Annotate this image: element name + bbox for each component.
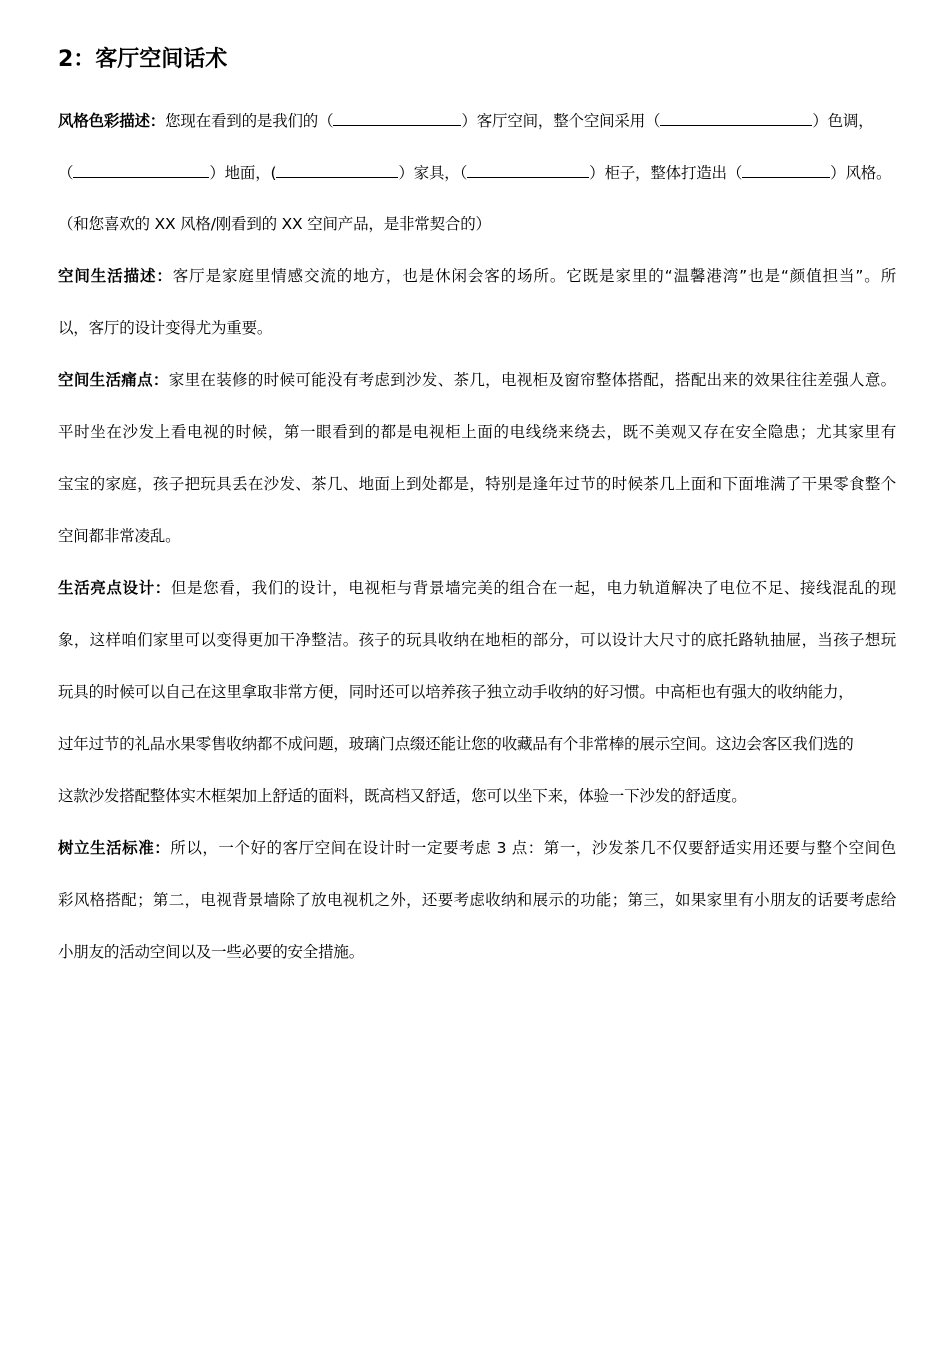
highlight-label: 生活亮点设计：: [58, 579, 171, 597]
highlight-text-1: 但是您看，我们的设计，电视柜与背景墙完美的组合在一起，电力轨道解决了电位不足、接线混乱的现: [170, 579, 896, 597]
style-text-6: ）家具，（: [398, 164, 468, 182]
highlight-line-3: 玩具的时候可以自己在这里拿取非常方便，同时还可以培养孩子独立动手收纳的好习惯。中高柜也有强大的收纳能力，: [58, 683, 854, 701]
standard-line-2: 彩风格搭配；第二，电视背景墙除了放电视机之外，还要考虑收纳和展示的功能；第三，如果家里有小朋友的话要考虑给: [58, 891, 896, 909]
pain-line-1: [58, 368, 896, 392]
style-note: （和您喜欢的 XX 风格/刚看到的 XX 空间产品，是非常契合的）: [58, 215, 491, 233]
pain-line-2: 平时坐在沙发上看电视的时候，第一眼看到的都是电视柜上面的电线绕来绕去，既不美观又存在安全隐患；尤其家里有: [58, 423, 896, 441]
style-label: 风格色彩描述：: [58, 112, 166, 130]
standard-label: 树立生活标准：: [58, 839, 171, 857]
style-text-1: 您现在看到的是我们的（: [165, 112, 334, 130]
page-title: 2：客厅空间话术: [58, 47, 228, 72]
standard-text-1: 所以，一个好的客厅空间在设计时一定要考虑 3 点：第一，沙发茶几不仅要舒适实用还要与整个空间色: [170, 839, 896, 857]
style-text-4: （: [58, 164, 74, 182]
highlight-line-5: 这款沙发搭配整体实木框架加上舒适的面料，既高档又舒适，您可以坐下来，体验一下沙发的舒适度。: [58, 787, 747, 805]
pain-line-4: 空间都非常凌乱。: [58, 527, 181, 545]
style-text-7: ）柜子，整体打造出（: [589, 164, 743, 182]
blank-color-tone[interactable]: [660, 108, 812, 126]
blank-furniture[interactable]: [276, 160, 398, 178]
pain-line-3: 宝宝的家庭，孩子把玩具丢在沙发、茶几、地面上到处都是，特别是逢年过节的时候茶几上面和下面堆满了干果零食整个: [58, 475, 896, 493]
style-text-5: ）地面，(: [209, 164, 277, 182]
blank-style[interactable]: [742, 160, 830, 178]
life-line-2: 以，客厅的设计变得尤为重要。: [58, 319, 273, 337]
life-text-1: 客厅是家庭里情感交流的地方，也是休闲会客的场所。它既是家里的“温馨港湾”也是“颜值担当”。所: [172, 267, 896, 285]
life-line-1: [58, 264, 896, 288]
highlight-line-1: [58, 576, 896, 600]
blank-cabinet[interactable]: [467, 160, 589, 178]
style-line-1: [58, 108, 896, 133]
pain-label: 空间生活痛点：: [58, 371, 169, 389]
highlight-line-4: 过年过节的礼品水果零售收纳都不成问题，玻璃门点缀还能让您的收藏品有个非常棒的展示空间。这边会客区我们选的: [58, 735, 854, 753]
blank-space-name[interactable]: [333, 108, 461, 126]
pain-text-1: 家里在装修的时候可能没有考虑到沙发、茶几，电视柜及窗帘整体搭配，搭配出来的效果往往差强人意。: [168, 371, 896, 389]
style-text-8: ）风格。: [830, 164, 892, 182]
life-label: 空间生活描述：: [58, 267, 173, 285]
style-text-3: ）色调，: [812, 112, 874, 130]
standard-line-1: [58, 836, 896, 860]
style-text-2: ）客厅空间，整个空间采用（: [461, 112, 661, 130]
blank-floor[interactable]: [73, 160, 209, 178]
highlight-line-2: 象，这样咱们家里可以变得更加干净整洁。孩子的玩具收纳在地柜的部分，可以设计大尺寸的底托路轨抽屉，当孩子想玩: [58, 631, 896, 649]
standard-line-3: 小朋友的活动空间以及一些必要的安全措施。: [58, 943, 365, 961]
style-line-2: [58, 160, 896, 185]
